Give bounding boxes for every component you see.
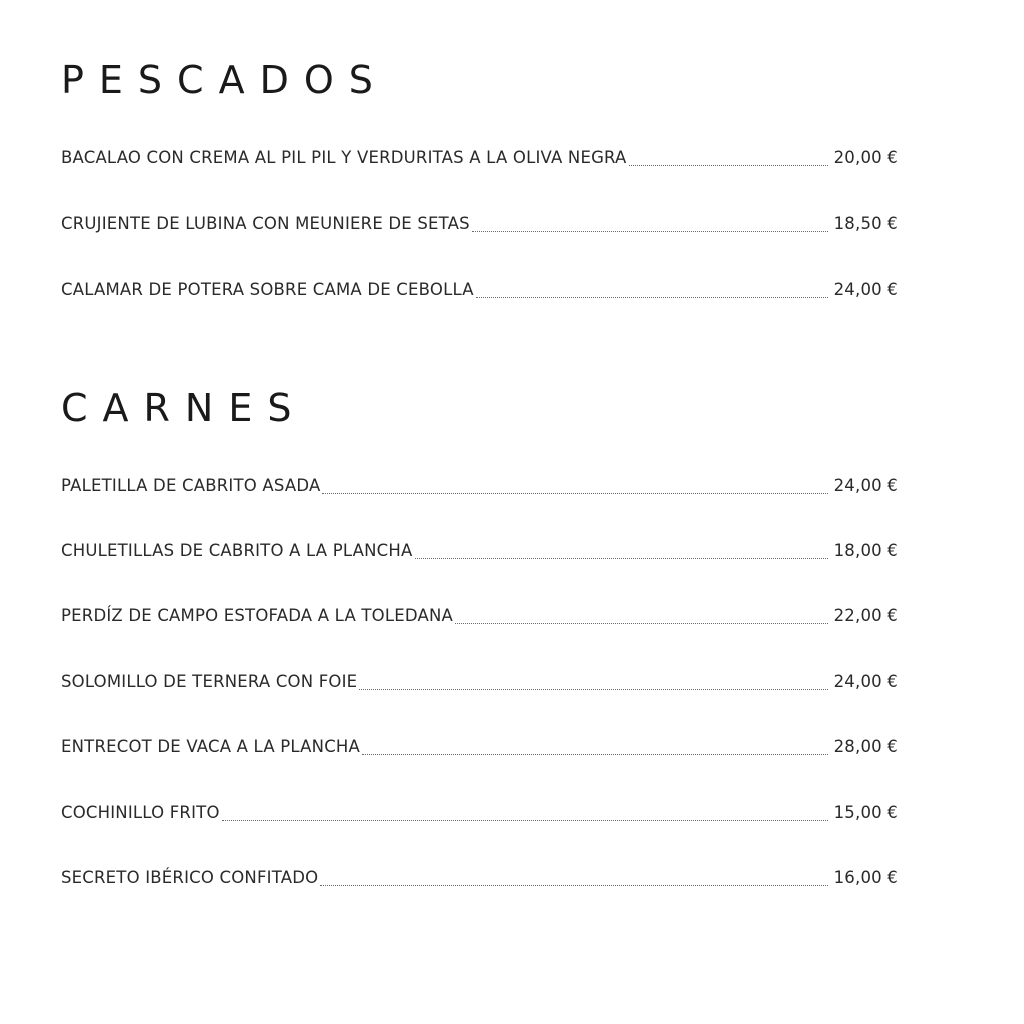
menu-item	[61, 474, 898, 498]
menu-item-name: PALETILLA DE CABRITO ASADA	[61, 476, 321, 495]
dot-leader	[472, 230, 828, 232]
dot-leader	[359, 688, 827, 690]
menu-item-price: 16,00 €	[833, 868, 898, 887]
menu-item-price: 18,00 €	[833, 541, 898, 560]
menu-item-name: CHULETILLAS DE CABRITO A LA PLANCHA	[61, 541, 413, 560]
menu-item-name: PERDÍZ DE CAMPO ESTOFADA A LA TOLEDANA	[61, 606, 453, 625]
menu-item-name: ENTRECOT DE VACA A LA PLANCHA	[61, 737, 361, 756]
menu-item	[61, 278, 898, 302]
menu-item-name: COCHINILLO FRITO	[61, 803, 220, 822]
menu-item-price: 24,00 €	[833, 280, 898, 299]
dot-leader	[322, 492, 827, 494]
menu-item-name: CRUJIENTE DE LUBINA CON MEUNIERE DE SETAS	[61, 214, 470, 233]
menu-item-price: 18,50 €	[833, 214, 898, 233]
section-title-pescados: PESCADOS	[61, 58, 388, 102]
menu-item-name: SOLOMILLO DE TERNERA CON FOIE	[61, 672, 358, 691]
dot-leader	[476, 296, 828, 298]
menu-item	[61, 735, 898, 759]
menu-item-price: 20,00 €	[833, 148, 898, 167]
menu-item-name: BACALAO CON CREMA AL PIL PIL Y VERDURITAS A LA OLIVA NEGRA	[61, 148, 627, 167]
menu-item-price: 24,00 €	[833, 672, 898, 691]
menu-item-price: 24,00 €	[833, 476, 898, 495]
section-title-carnes: CARNES	[61, 386, 307, 430]
menu-item	[61, 539, 898, 563]
menu-item-name: CALAMAR DE POTERA SOBRE CAMA DE CEBOLLA	[61, 280, 474, 299]
dot-leader	[415, 557, 828, 559]
menu-item-name: SECRETO IBÉRICO CONFITADO	[61, 868, 319, 887]
menu-item	[61, 604, 898, 628]
dot-leader	[320, 884, 827, 886]
dot-leader	[455, 622, 828, 624]
menu-item-price: 28,00 €	[833, 737, 898, 756]
menu-item	[61, 866, 898, 890]
dot-leader	[362, 753, 828, 755]
menu-item	[61, 670, 898, 694]
dot-leader	[629, 164, 828, 166]
menu-item	[61, 212, 898, 236]
menu-item-price: 15,00 €	[833, 803, 898, 822]
menu-item-price: 22,00 €	[833, 606, 898, 625]
dot-leader	[222, 819, 828, 821]
menu-item	[61, 801, 898, 825]
menu-item	[61, 146, 898, 170]
